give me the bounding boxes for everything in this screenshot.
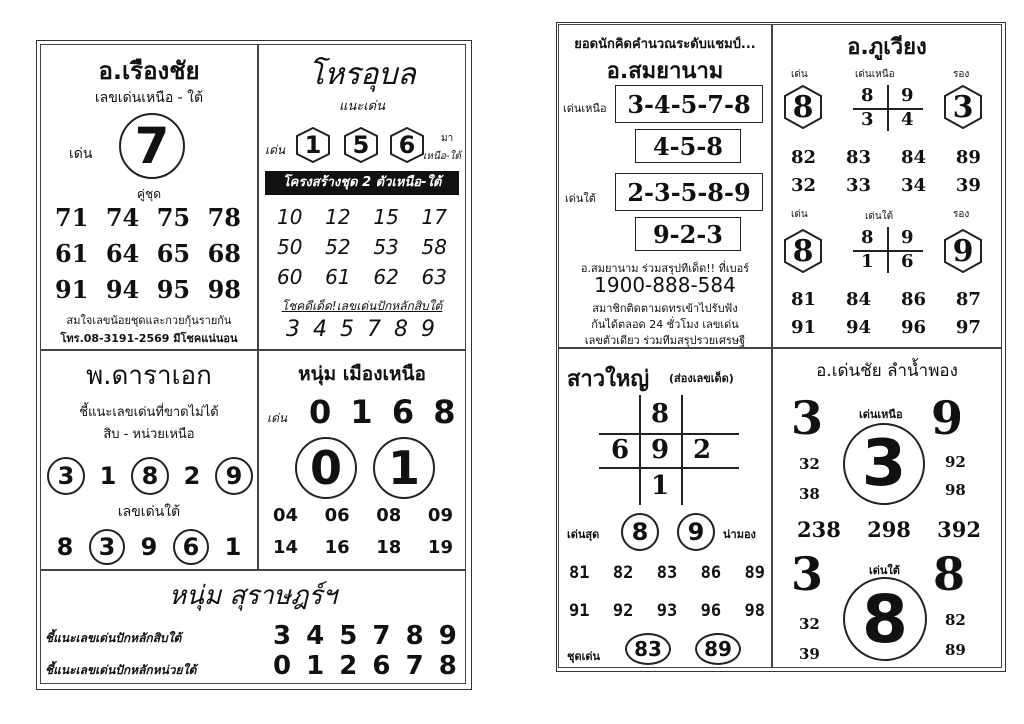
phuwiang-number: 96 — [900, 317, 926, 338]
pair-number: 61 — [55, 239, 89, 268]
horaubon-number-1 — [295, 127, 331, 163]
dara-box — [40, 350, 258, 570]
dara-south-label: เลขเด่นใต้ — [117, 504, 181, 520]
samyanam-footer-3: กันได้ตลอด 24 ชั่วโมง เลขเด่น — [591, 318, 739, 331]
phuwiang-number: 39 — [955, 175, 981, 196]
denchai-title: อ.เด่นชัย ลำน้ำพอง — [816, 361, 958, 381]
phuwiang-bot-rong-text: 9 — [952, 233, 974, 269]
phuwiang-label-rong-2: รอง — [953, 209, 970, 220]
grid-number: 62 — [373, 265, 399, 289]
dara-title: พ.ดาราเอก — [86, 361, 212, 391]
phuwiang-top-row-2 — [791, 175, 981, 196]
num-north-box — [258, 350, 466, 570]
pair-number: 95 — [156, 275, 191, 304]
samyanam-header: ยอดนักคิดคำนวณระดับแชมป์... — [574, 37, 756, 52]
num-north-main-label: เด่น — [267, 411, 288, 425]
phuwiang-number: 34 — [900, 175, 926, 196]
grid-number: 63 — [421, 265, 447, 289]
num-north-row-1 — [273, 505, 453, 526]
phuwiang-number: 87 — [955, 289, 981, 310]
samyanam-title: อ.สมยานาม — [606, 59, 724, 84]
reuangchai-pairs-row-3 — [55, 275, 241, 304]
grid-number: 1 — [651, 471, 670, 501]
denchai-south-label: เด่นใต้ — [869, 564, 900, 577]
dara-top-number-1: 3 — [47, 457, 85, 495]
reuangchai-box — [40, 44, 258, 350]
phuwiang-label-main: เด่น — [791, 69, 808, 80]
north-number: 14 — [273, 537, 299, 558]
dara-subtitle-1: ชี้แนะเลขเด่นที่ขาดไม่ได้ — [79, 405, 219, 420]
grid-number: 17 — [421, 205, 447, 229]
horaubon-title: โหรอุบล — [308, 57, 416, 92]
dara-bottom-number-1: 8 — [56, 533, 74, 561]
dara-top-number-4: 2 — [183, 462, 201, 490]
denchai-south-r-1: 82 — [945, 611, 966, 629]
samyanam-north-2: 4-5-8 — [635, 129, 741, 163]
phuwiang-number: 89 — [955, 147, 981, 168]
horaubon-banner: โครงสร้างชุด 2 ตัวเหนือ-ใต้ — [265, 171, 459, 195]
dara-subtitle-2: สิบ - หน่วยเหนือ — [103, 427, 195, 442]
grid-number: 60 — [277, 265, 303, 289]
pair-number: 74 — [105, 203, 140, 232]
phuwiang-label-north: เด่นเหนือ — [855, 69, 895, 80]
num-surat-line2-label: ชี้แนะเลขเด่นปักหลักหน่วยใต้ — [45, 663, 197, 677]
saoyai-number: 82 — [612, 563, 634, 583]
denchai-south-center: 8 — [843, 577, 927, 661]
dara-bottom-number-5: 1 — [224, 533, 242, 561]
saoyai-number: 86 — [700, 563, 722, 583]
reuangchai-footer-1: สมใจเลขน้อยชุดและกวยกุ้นรายกัน — [66, 314, 232, 327]
phuwiang-bot-rong — [943, 229, 983, 273]
grid-number: 52 — [325, 235, 351, 259]
horaubon-footer-numbers: 3 4 5 7 8 9 — [286, 317, 438, 342]
grid-number: 8 — [651, 399, 670, 429]
phuwiang-top-main — [783, 85, 823, 129]
grid-number: 58 — [421, 235, 447, 259]
phuwiang-title: อ.ภูเวียง — [847, 35, 927, 60]
horaubon-number-2 — [343, 127, 379, 163]
samyanam-phone: 1900-888-584 — [594, 273, 736, 297]
horaubon-number-3-text: 6 — [398, 131, 416, 159]
horaubon-number-2-text: 5 — [352, 131, 370, 159]
samyanam-footer-2: สมาชิกติดตามดทรเข้าไปรับฟัง — [592, 302, 738, 315]
phuwiang-top-row-1 — [791, 147, 981, 168]
denchai-number: 298 — [867, 517, 911, 542]
denchai-north-center: 3 — [843, 423, 925, 505]
grid-number: 6 — [611, 435, 630, 465]
phuwiang-top-cross — [843, 83, 933, 133]
denchai-box — [772, 348, 1002, 668]
dara-top-number-5: 9 — [215, 457, 253, 495]
horaubon-grid-row-2 — [277, 235, 447, 259]
dara-top-number-2: 1 — [99, 462, 117, 490]
horaubon-subtitle: แนะเด่น — [338, 99, 386, 114]
phuwiang-number: 97 — [955, 317, 981, 338]
grid-number: 50 — [277, 235, 303, 259]
denchai-north-r-1: 92 — [945, 453, 966, 471]
cross-number: 1 — [861, 251, 874, 272]
horaubon-number-1-text: 1 — [304, 131, 322, 159]
saoyai-row-2 — [569, 601, 765, 621]
horaubon-number-3 — [389, 127, 425, 163]
pair-number: 64 — [105, 239, 140, 268]
pair-number: 94 — [105, 275, 140, 304]
saoyai-best-2: 9 — [677, 513, 715, 551]
reuangchai-pairs-row-2 — [55, 239, 241, 268]
horaubon-box — [258, 44, 466, 350]
num-north-circled-2: 1 — [373, 437, 435, 499]
saoyai-best-label: เด่นสุด — [567, 528, 600, 541]
denchai-north-l-1: 32 — [799, 455, 820, 473]
horaubon-grid-row-3 — [277, 265, 447, 289]
saoyai-box — [558, 348, 772, 668]
dara-top-numbers — [47, 455, 253, 495]
dara-bottom-number-2: 3 — [89, 529, 125, 565]
pair-number: 91 — [55, 275, 89, 304]
dara-bottom-number-3: 9 — [140, 533, 158, 561]
denchai-north-r-2: 98 — [945, 481, 966, 499]
dara-top-number-3: 8 — [131, 457, 169, 495]
denchai-north-left: 3 — [791, 391, 824, 445]
saoyai-set-1: 83 — [625, 633, 671, 665]
reuangchai-main-number: 7 — [119, 113, 185, 179]
phuwiang-number: 86 — [900, 289, 926, 310]
saoyai-number: 81 — [569, 563, 590, 583]
phuwiang-number: 32 — [791, 175, 817, 196]
phuwiang-top-rong-text: 3 — [952, 89, 974, 125]
phuwiang-box — [772, 24, 1002, 348]
cross-number: 8 — [861, 85, 874, 106]
grid-number: 9 — [651, 435, 670, 465]
num-north-row-2 — [273, 537, 453, 558]
samyanam-south-2: 9-2-3 — [635, 217, 741, 251]
grid-number: 12 — [325, 205, 351, 229]
pair-number: 71 — [55, 203, 89, 232]
samyanam-north-1: 3-4-5-7-8 — [615, 85, 763, 123]
phuwiang-number: 82 — [791, 147, 817, 168]
north-number: 08 — [376, 505, 402, 526]
dara-bottom-number-4: 6 — [173, 529, 209, 565]
horaubon-side-label-1: มา — [441, 133, 454, 144]
phuwiang-bot-main-text: 8 — [792, 233, 814, 269]
saoyai-best-1: 8 — [621, 513, 659, 551]
num-north-circled-1: 0 — [295, 437, 357, 499]
north-number: 09 — [427, 505, 453, 526]
cross-number: 9 — [901, 85, 914, 106]
saoyai-number: 83 — [656, 563, 678, 583]
phuwiang-number: 81 — [791, 289, 817, 310]
north-number: 18 — [376, 537, 402, 558]
pair-number: 78 — [207, 203, 241, 232]
pair-number: 65 — [156, 239, 191, 268]
horaubon-grid-row-1 — [277, 205, 447, 229]
denchai-number: 392 — [937, 517, 981, 542]
num-north-title: หนุ่ม เมืองเหนือ — [298, 363, 426, 385]
grid-number: 61 — [325, 265, 351, 289]
north-number: 04 — [273, 505, 299, 526]
horaubon-side-label-2: เหนือ-ใต้ — [423, 151, 461, 162]
num-surat-title: หนุ่ม สุราษฎร์ฯ — [169, 581, 337, 611]
reuangchai-subtitle: เลขเด่นเหนือ - ใต้ — [94, 90, 204, 106]
saoyai-number: 89 — [744, 563, 765, 583]
cross-number: 4 — [901, 109, 914, 130]
phuwiang-label-main-2: เด่น — [791, 209, 808, 220]
samyanam-footer-4: เลขตัวเดียว ร่วมทีมสรุปรวยเศรษฐี — [584, 334, 746, 347]
saoyai-number: 93 — [656, 601, 678, 621]
denchai-south-right: 8 — [933, 547, 966, 601]
phuwiang-number: 84 — [900, 147, 926, 168]
phuwiang-number: 91 — [791, 317, 817, 338]
cross-number: 6 — [901, 251, 914, 272]
phuwiang-number: 33 — [845, 175, 872, 196]
phuwiang-bot-row-2 — [791, 317, 981, 338]
saoyai-number: 92 — [612, 601, 634, 621]
saoyai-subtitle: (ส่องเลขเด็ด) — [669, 372, 734, 385]
north-number: 16 — [324, 537, 350, 558]
phuwiang-number: 84 — [845, 289, 872, 310]
num-surat-line1-numbers: 3 4 5 7 8 9 — [273, 621, 460, 651]
reuangchai-pairs-label: คู่ชุด — [137, 187, 161, 201]
denchai-south-l-1: 32 — [799, 615, 820, 633]
saoyai-side-label: น่ามอง — [723, 528, 756, 541]
cross-number: 3 — [861, 109, 874, 130]
saoyai-number: 96 — [700, 601, 722, 621]
samyanam-footer-1: อ.สมยานาม ร่วมสรุปทีเด็ด!! ที่เบอร์ — [580, 262, 750, 275]
samyanam-south-label: เด่นใต้ — [565, 192, 596, 205]
reuangchai-main-label: เด่น — [69, 146, 93, 162]
phuwiang-top-main-text: 8 — [792, 89, 814, 125]
pair-number: 68 — [207, 239, 241, 268]
phuwiang-bot-main — [783, 229, 823, 273]
phuwiang-number: 83 — [845, 147, 872, 168]
horaubon-footer: โชคดีเด็ด!เลขเด่นปักหลักสิบใต้ — [281, 299, 443, 313]
saoyai-title: สาวใหญ่ — [567, 367, 650, 392]
horaubon-main-label: เด่น — [265, 143, 286, 157]
pair-number: 75 — [156, 203, 191, 232]
denchai-mid-row — [797, 517, 981, 542]
denchai-north-label: เด่นเหนือ — [859, 408, 903, 421]
cross-number: 8 — [861, 227, 874, 248]
phuwiang-bot-cross — [843, 225, 933, 275]
north-number: 19 — [427, 537, 453, 558]
phuwiang-bot-row-1 — [791, 289, 981, 310]
dara-bottom-numbers — [47, 527, 253, 567]
saoyai-number: 91 — [569, 601, 590, 621]
saoyai-grid — [599, 395, 739, 505]
reuangchai-pairs-row-1 — [55, 203, 241, 232]
denchai-north-right: 9 — [931, 391, 964, 445]
denchai-south-left: 3 — [791, 547, 824, 601]
reuangchai-title: อ.เรืองชัย — [98, 57, 200, 85]
grid-number: 2 — [693, 435, 712, 465]
saoyai-row-1 — [569, 563, 765, 583]
num-surat-line1-label: ชี้แนะเลขเด่นปักหลักสิบใต้ — [45, 631, 182, 645]
grid-number: 10 — [277, 205, 303, 229]
num-north-main-numbers: 0 1 6 8 — [309, 393, 460, 431]
denchai-south-l-2: 39 — [799, 645, 820, 663]
num-surat-line2-numbers: 0 1 2 6 7 8 — [273, 651, 460, 681]
phuwiang-label-rong: รอง — [953, 69, 970, 80]
num-surat-box — [40, 570, 466, 684]
samyanam-box — [558, 24, 772, 348]
saoyai-number: 98 — [744, 601, 765, 621]
phuwiang-top-rong — [943, 85, 983, 129]
phuwiang-number: 94 — [845, 317, 872, 338]
cross-number: 9 — [901, 227, 914, 248]
samyanam-south-1: 2-3-5-8-9 — [615, 173, 763, 211]
north-number: 06 — [324, 505, 350, 526]
denchai-south-r-2: 89 — [945, 641, 966, 659]
grid-number: 15 — [373, 205, 399, 229]
saoyai-set-2: 89 — [695, 633, 741, 665]
phuwiang-label-south: เด่นใต้ — [865, 211, 894, 222]
denchai-north-l-2: 38 — [799, 485, 820, 503]
grid-number: 53 — [373, 235, 399, 259]
samyanam-north-label: เด่นเหนือ — [563, 102, 607, 115]
saoyai-set-label: ชุดเด่น — [567, 650, 601, 663]
denchai-number: 238 — [797, 517, 841, 542]
reuangchai-footer-2: โทร.08-3191-2569 มีโชคแน่นอน — [60, 332, 238, 345]
pair-number: 98 — [207, 275, 241, 304]
